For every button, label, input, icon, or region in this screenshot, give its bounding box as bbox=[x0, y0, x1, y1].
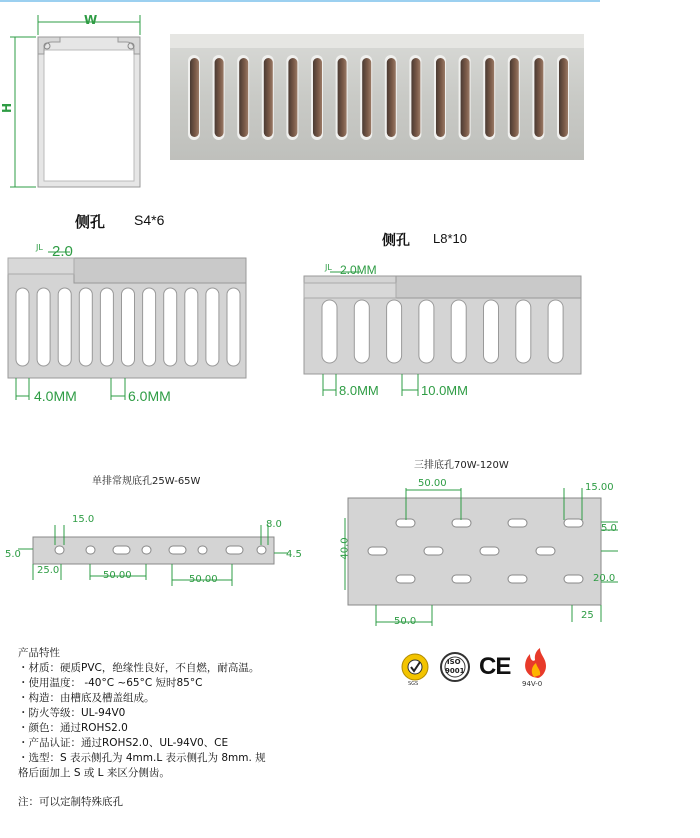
single-row-dim-50a: 50.00 bbox=[103, 570, 132, 581]
triple-row-dim-50-top: 50.00 bbox=[418, 478, 447, 489]
bottom-hole bbox=[564, 519, 583, 527]
bottom-hole bbox=[424, 547, 443, 555]
single-row-drawing bbox=[18, 525, 288, 586]
bottom-hole bbox=[508, 519, 527, 527]
triple-row-dim-25: 25 bbox=[581, 610, 594, 621]
l-slot bbox=[354, 300, 369, 363]
l-slot bbox=[419, 300, 434, 363]
photo-slot bbox=[239, 58, 248, 137]
photo-slot bbox=[313, 58, 322, 137]
spec-item: ・颜色：通过ROHS2.0 bbox=[18, 722, 128, 734]
side-hole-l-code: L8*10 bbox=[433, 231, 467, 246]
spec-item: ・防火等级：UL-94V0 bbox=[18, 707, 126, 719]
side-hole-s-drawing bbox=[8, 252, 246, 400]
triple-row-dim-20: 20.0 bbox=[593, 573, 616, 584]
side-hole-s-dim-a: 4.0MM bbox=[34, 388, 77, 404]
photo-slot bbox=[510, 58, 519, 137]
s-slot bbox=[206, 288, 219, 366]
sgs-label: SGS bbox=[408, 681, 419, 687]
triple-row-dim-40: 40.0 bbox=[339, 537, 351, 560]
sgs-logo bbox=[402, 654, 428, 680]
s-slot bbox=[164, 288, 177, 366]
photo-slot bbox=[485, 58, 494, 137]
side-hole-s-title: 侧孔 bbox=[75, 213, 106, 231]
bottom-hole bbox=[396, 519, 415, 527]
s-slot bbox=[37, 288, 50, 366]
side-hole-l-dim-a: 8.0MM bbox=[339, 383, 379, 398]
bottom-hole bbox=[169, 546, 186, 554]
bottom-hole bbox=[508, 575, 527, 583]
photo-slot bbox=[215, 58, 224, 137]
side-hole-s-dim-b: 6.0MM bbox=[128, 388, 171, 404]
bottom-hole bbox=[257, 546, 266, 554]
bottom-hole bbox=[452, 575, 471, 583]
fire-label: 94V-0 bbox=[522, 680, 543, 688]
side-hole-l-dim-b: 10.0MM bbox=[421, 383, 468, 398]
single-row-title: 单排常规底孔25W-65W bbox=[92, 476, 201, 487]
spec-item: 格后面加上 S 或 L 来区分侧齿。 bbox=[18, 767, 170, 779]
photo-slot bbox=[190, 58, 199, 137]
specs-heading: 产品特性 bbox=[18, 647, 60, 659]
bottom-hole bbox=[480, 547, 499, 555]
photo-slot bbox=[288, 58, 297, 137]
s-slot bbox=[143, 288, 156, 366]
bottom-hole bbox=[452, 519, 471, 527]
profile-drawing bbox=[10, 15, 140, 187]
triple-row-dim-5: 5.0 bbox=[601, 523, 617, 534]
s-slot bbox=[122, 288, 135, 366]
spec-item: ・选型：S 表示侧孔为 4mm.L 表示侧孔为 8mm. 规 bbox=[18, 752, 266, 764]
photo-slot bbox=[436, 58, 445, 137]
l-slot bbox=[387, 300, 402, 363]
l-slot bbox=[322, 300, 337, 363]
single-row-dim-5: 5.0 bbox=[5, 549, 21, 560]
single-row-dim-4-5: 4.5 bbox=[286, 549, 302, 560]
side-hole-l-jl: JL bbox=[325, 263, 332, 272]
triple-row-title: 三排底孔70W-120W bbox=[414, 460, 509, 471]
bottom-hole bbox=[368, 547, 387, 555]
photo-slot bbox=[338, 58, 347, 137]
side-hole-s-top-dim: 2.0 bbox=[52, 243, 73, 260]
bottom-hole bbox=[536, 547, 555, 555]
s-slot bbox=[79, 288, 92, 366]
side-hole-l-top-dim: 2.0MM bbox=[340, 263, 377, 277]
height-label: H bbox=[0, 102, 15, 114]
duct-photo bbox=[170, 34, 584, 160]
bottom-hole bbox=[86, 546, 95, 554]
side-hole-l-title: 侧孔 bbox=[382, 233, 410, 249]
product-specs bbox=[18, 646, 266, 810]
l-slot bbox=[516, 300, 531, 363]
s-slot bbox=[185, 288, 198, 366]
width-label: W bbox=[84, 13, 98, 27]
photo-slot bbox=[264, 58, 273, 137]
photo-slot bbox=[387, 58, 396, 137]
bottom-hole bbox=[142, 546, 151, 554]
triple-row-dim-15: 15.00 bbox=[585, 482, 614, 493]
photo-slot bbox=[362, 58, 371, 137]
photo-slot bbox=[461, 58, 470, 137]
ce-mark: CE bbox=[479, 653, 511, 680]
single-row-dim-50b: 50.00 bbox=[189, 574, 218, 585]
triple-row-drawing bbox=[345, 488, 618, 626]
side-hole-s-jl: JL bbox=[36, 243, 43, 252]
iso-number: 9001 bbox=[445, 667, 465, 675]
side-hole-s-code: S4*6 bbox=[134, 212, 165, 228]
spec-item: ・材质：硬质PVC，绝缘性良好，不自燃，耐高温。 bbox=[18, 662, 260, 674]
fire-logo bbox=[525, 648, 546, 678]
bottom-hole bbox=[396, 575, 415, 583]
custom-note: 注：可以定制特殊底孔 bbox=[18, 796, 123, 808]
s-slot bbox=[227, 288, 240, 366]
certification-logos bbox=[402, 648, 546, 681]
spec-item: ・构造：由槽底及槽盖组成。 bbox=[18, 692, 155, 704]
photo-slot bbox=[559, 58, 568, 137]
bottom-hole bbox=[564, 575, 583, 583]
l-slot bbox=[548, 300, 563, 363]
s-slot bbox=[100, 288, 113, 366]
single-row-dim-25: 25.0 bbox=[37, 565, 60, 576]
bottom-hole bbox=[198, 546, 207, 554]
spec-item: ・产品认证：通过ROHS2.0、UL-94V0、CE bbox=[18, 737, 229, 749]
single-row-dim-15: 15.0 bbox=[72, 514, 95, 525]
l-slot bbox=[484, 300, 499, 363]
side-hole-l-drawing bbox=[304, 272, 581, 396]
s-slot bbox=[16, 288, 29, 366]
triple-row-dim-50-bottom: 50.0 bbox=[394, 616, 417, 627]
photo-slot bbox=[411, 58, 420, 137]
bottom-hole bbox=[55, 546, 64, 554]
iso-label: ISO bbox=[447, 658, 461, 666]
l-slot bbox=[451, 300, 466, 363]
spec-item: ・使用温度： -40°C ~65°C 短时85°C bbox=[18, 677, 203, 689]
s-slot bbox=[58, 288, 71, 366]
bottom-hole bbox=[113, 546, 130, 554]
bottom-hole bbox=[226, 546, 243, 554]
photo-slot bbox=[534, 58, 543, 137]
single-row-dim-8: 8.0 bbox=[266, 519, 282, 530]
